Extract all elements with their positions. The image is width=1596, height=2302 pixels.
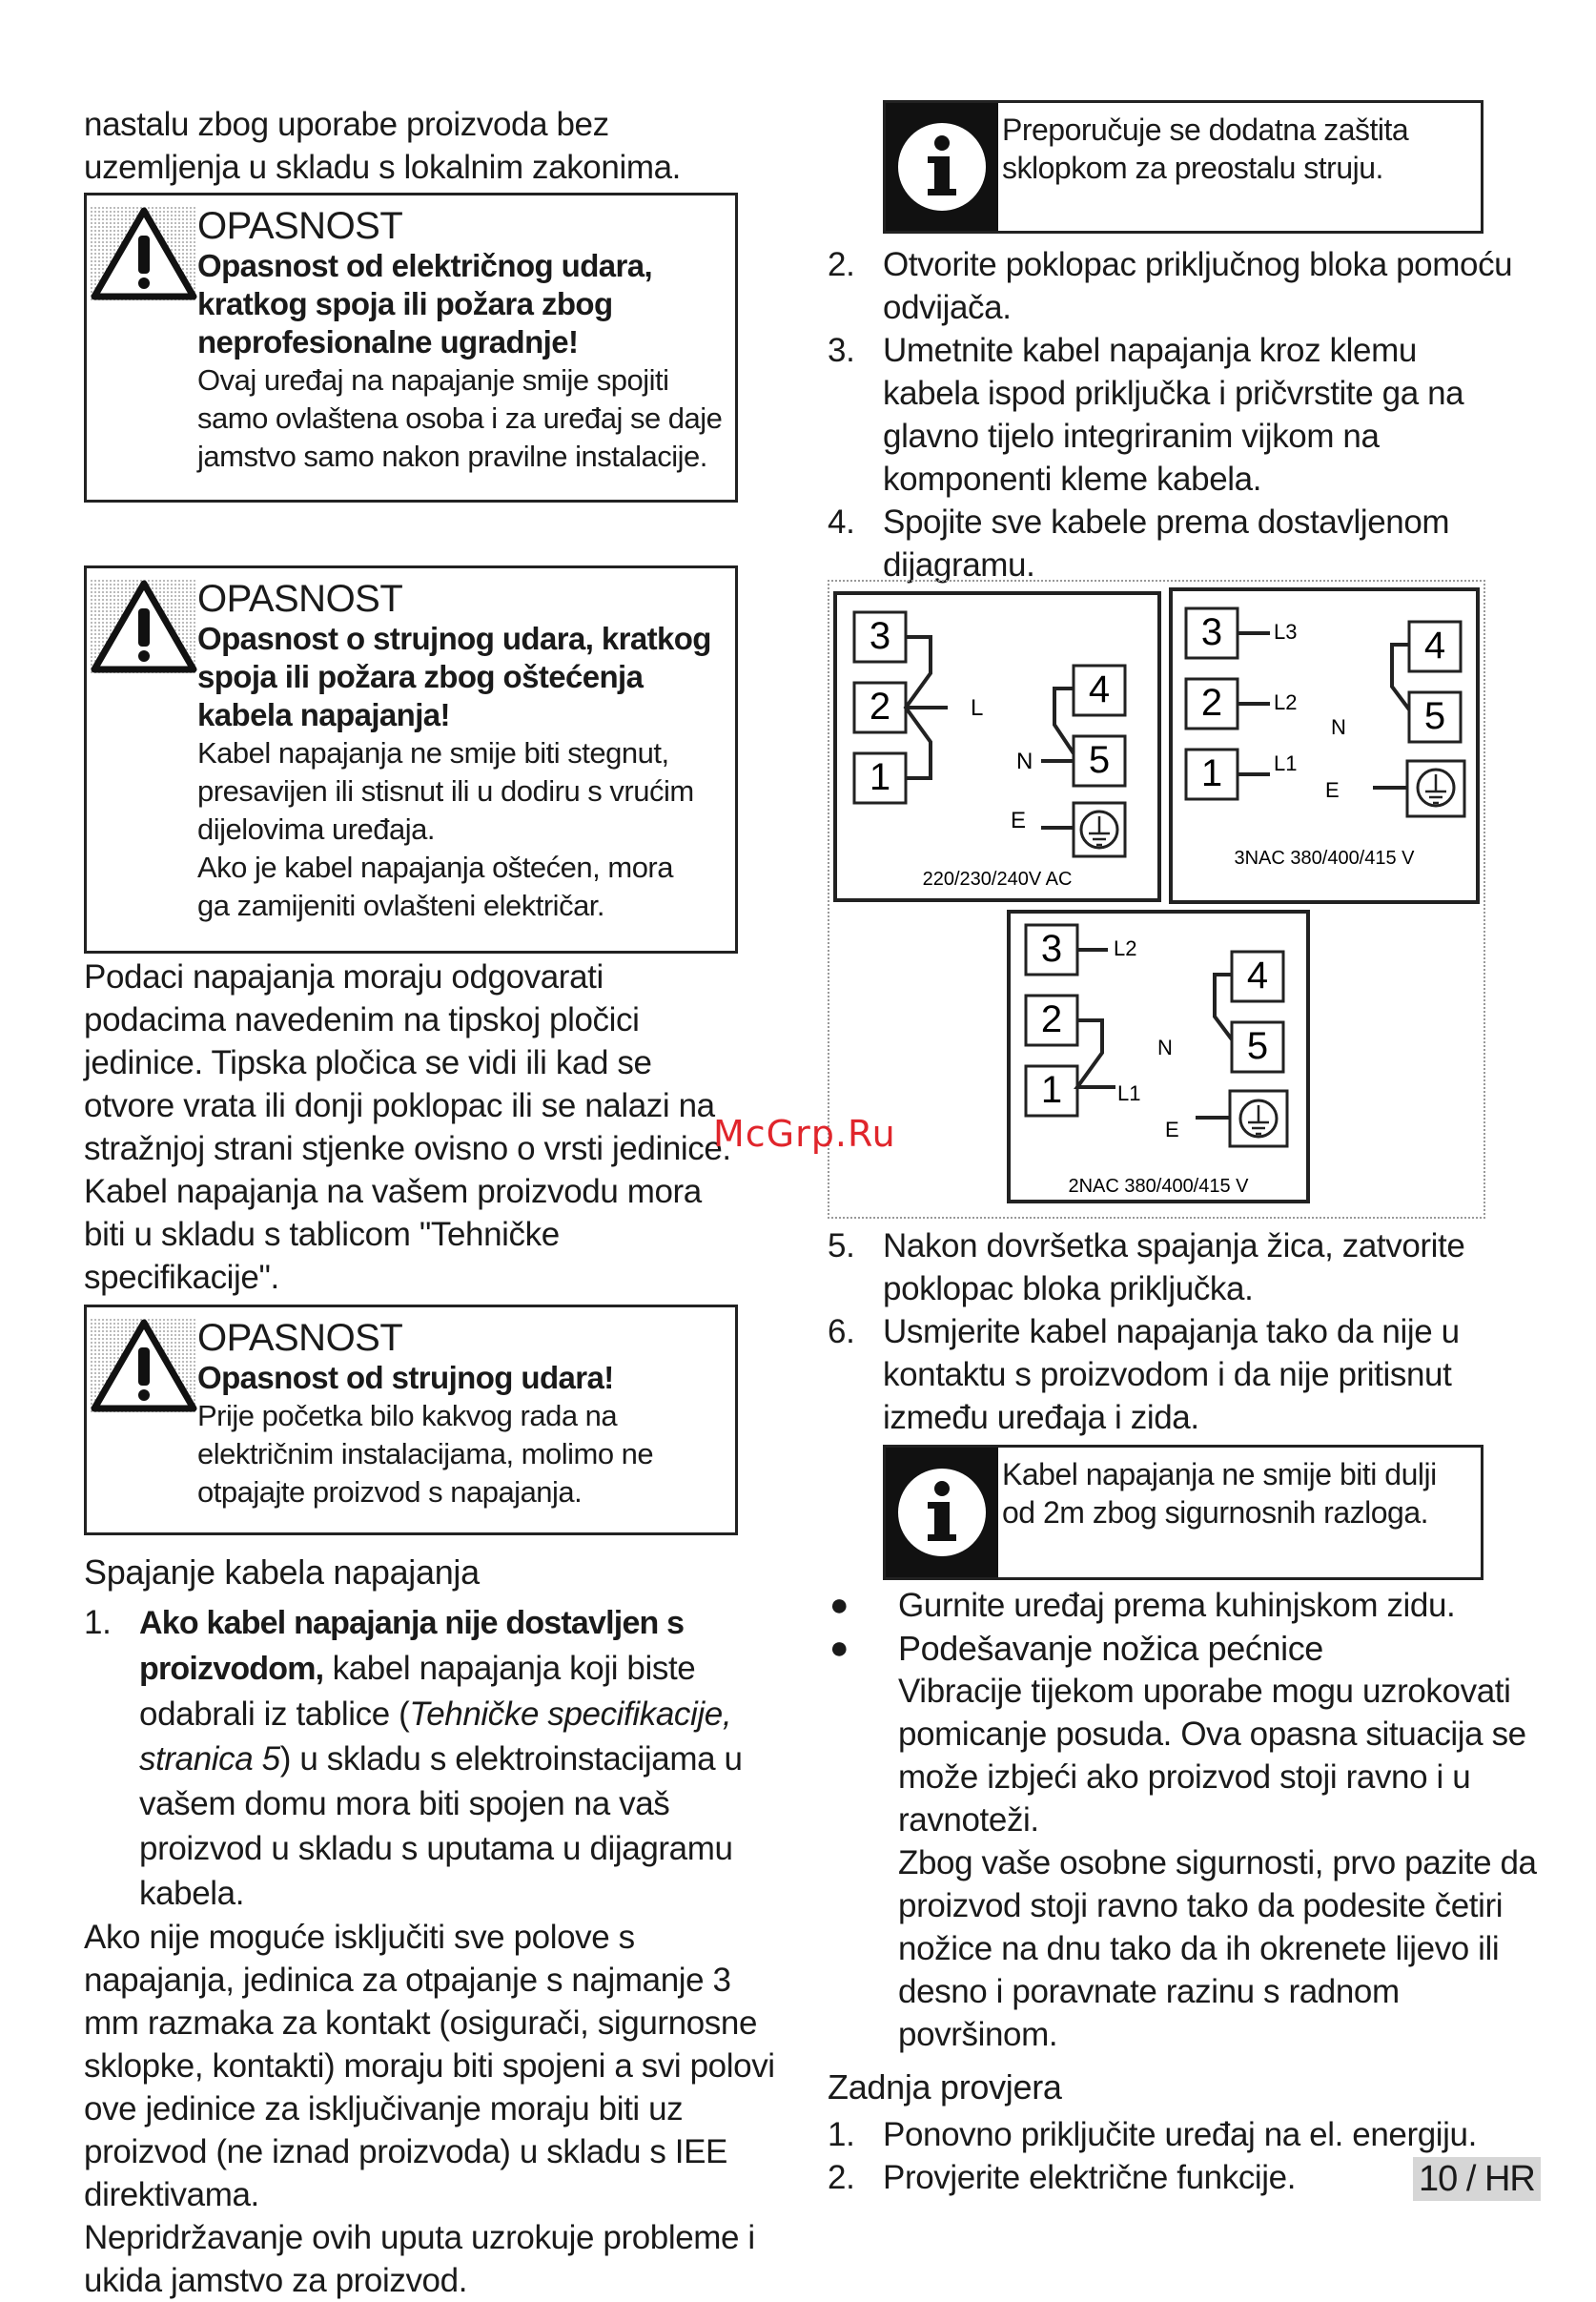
cable-spec-text: Kabel napajanja na vašem proizvodu mora biti u skladu s tablicom "Tehničke specifikacije". xyxy=(84,1173,702,1296)
info-box-1 xyxy=(883,100,1483,234)
info-box-2 xyxy=(883,1445,1483,1580)
wire-label: L2 xyxy=(1274,690,1298,714)
info-icon xyxy=(886,1448,998,1577)
terminal-label: 1 xyxy=(1200,752,1223,794)
wire-label: E xyxy=(1165,1118,1179,1141)
list-item xyxy=(828,1584,1538,1627)
wire-label: E xyxy=(1325,778,1340,802)
terminal-label: 2 xyxy=(1200,682,1223,724)
warning-headline: Opasnost od električnog udara, kratkog spoja ili požara zbog neprofesionalne ugradnje! xyxy=(197,248,653,360)
list-item xyxy=(828,501,1514,586)
install-steps xyxy=(828,243,1514,586)
terminal-label: 1 xyxy=(869,756,891,798)
warning-triangle-icon xyxy=(91,1319,197,1412)
item-text: Spojite sve kabele prema dostavljenom dijagramu. xyxy=(883,504,1450,584)
terminal-label: 5 xyxy=(1423,695,1446,737)
page-number: 10 / HR xyxy=(1413,2157,1541,2201)
item-number: 4. xyxy=(828,504,855,541)
terminal-label: 1 xyxy=(1040,1069,1063,1111)
wire-label: E xyxy=(1011,808,1027,833)
bullet-list xyxy=(828,1584,1538,2056)
list-item xyxy=(828,2156,1514,2199)
connection-steps xyxy=(84,1600,770,1916)
item-text: Usmjerite kabel napajanja tako da nije u kontaktu s proizvodom i da nije pritisnut između uređaja i zida. xyxy=(883,1313,1460,1436)
intro-text: nastalu zbog uporabe proizvoda bez uzemljenja u skladu s lokalnim zakonima. xyxy=(84,106,681,186)
item-text: Provjerite električne funkcije. xyxy=(883,2159,1297,2196)
wire-label: L1 xyxy=(1274,751,1298,775)
info-text: Kabel napajanja ne smije biti dulji od 2m zbog sigurnosnih razloga. xyxy=(1002,1457,1437,1530)
right-column-lower xyxy=(828,1224,1538,2199)
warning-title: OPASNOST xyxy=(197,205,403,247)
isolation-text: Ako nije moguće isključiti sve polove s napajanja, jedinica za otpajanje s najmanje 3 mm razmaka za kontakt (osigurači, sigurnosne sklopke, kontakti) moraju biti spojeni a svi polovi ove jedinice za isključivanje moraju biti uz proizvod (ne iznad proizvoda) u skladu s IEE direktivama. xyxy=(84,1919,775,2213)
diagram-caption: 2NAC 380/400/415 V xyxy=(1068,1176,1249,1197)
warning-box-3 xyxy=(84,1305,738,1535)
bullet-title: Podešavanje nožica pećnice xyxy=(898,1629,1323,1668)
warning-text: Ovaj uređaj na napajanje smije spojiti samo ovlaštena osoba i za uređaj se daje jamstvo samo nakon pravilne instalacije. xyxy=(197,363,723,473)
item-number: 2. xyxy=(828,2159,855,2196)
warning-text: Ako je kabel napajanja oštećen, mora ga zamijeniti ovlašteni električar. xyxy=(197,851,673,922)
right-column xyxy=(828,100,1538,586)
warning-headline: Opasnost o strujnog udara, kratkog spoja ili požara zbog oštećenja kabela napajanja! xyxy=(197,621,711,732)
item-bold: Ako kabel napajanja nije dostavljen s proizvodom, xyxy=(139,1605,685,1687)
warning-triangle-icon xyxy=(91,580,197,673)
warning-text: Kabel napajanja ne smije biti stegnut, presavijen ili stisnut ili u dodiru s vrućim dijelovima uređaja. xyxy=(197,736,694,846)
list-item xyxy=(828,329,1514,501)
item-number: 6. xyxy=(828,1313,855,1350)
wire-label: L3 xyxy=(1274,620,1298,644)
wire-label: N xyxy=(1157,1036,1173,1059)
warning-box-2 xyxy=(84,565,738,954)
list-item xyxy=(828,2113,1514,2156)
warning-text: Prije početka bilo kakvog rada na električnim instalacijama, molimo ne otpajajte proizvod s napajanja. xyxy=(197,1399,654,1509)
terminal-label: 5 xyxy=(1246,1025,1269,1067)
terminal-label: 4 xyxy=(1423,625,1446,667)
item-text: kabel napajanja koji biste odabrali iz tablice ( xyxy=(139,1650,696,1733)
item-number: 3. xyxy=(828,332,855,369)
section-heading: Zadnja provjera xyxy=(828,2067,1062,2107)
item-number: 1. xyxy=(84,1604,112,1641)
terminal-label: 2 xyxy=(869,686,891,728)
item-number: 2. xyxy=(828,246,855,283)
diagram-caption: 220/230/240V AC xyxy=(922,869,1073,890)
item-text: ) u skladu s elektroinstacijama u vašem domu mora biti spojen na vaš proizvod u skladu s uputama u dijagramu kabela. xyxy=(139,1740,743,1912)
terminal-label: 2 xyxy=(1040,998,1063,1040)
wire-label: N xyxy=(1331,715,1346,739)
warning-box-1 xyxy=(84,193,738,503)
terminal-label: 4 xyxy=(1246,955,1269,997)
diagram-two-phase xyxy=(1009,912,1308,1202)
section-heading: Spajanje kabela napajanja xyxy=(84,1552,480,1592)
wire-label: N xyxy=(1016,749,1033,774)
left-column xyxy=(84,103,775,2302)
item-text: Umetnite kabel napajanja kroz klemu kabela ispod priključka i pričvrstite ga na glavno tijelo integriranim vijkom na komponenti kleme kabela. xyxy=(883,332,1464,498)
bullet-text: Gurnite uređaj prema kuhinjskom zidu. xyxy=(898,1587,1456,1624)
diagram-caption: 3NAC 380/400/415 V xyxy=(1234,848,1415,869)
terminal-label: 4 xyxy=(1088,668,1111,710)
warning-title: OPASNOST xyxy=(197,578,403,620)
item-number: 1. xyxy=(828,2116,855,2153)
bullet-icon: ● xyxy=(829,1630,849,1666)
final-check-steps xyxy=(828,2113,1514,2199)
warning-headline: Opasnost od strujnog udara! xyxy=(197,1360,614,1395)
warning-triangle-icon xyxy=(91,207,197,300)
terminal-label: 3 xyxy=(1200,611,1223,653)
terminal-label: 5 xyxy=(1088,739,1111,781)
wiring-diagram xyxy=(828,580,1485,1219)
warranty-text: Nepridržavanje ovih uputa uzrokuje probleme i ukida jamstvo za proizvod. xyxy=(84,2219,755,2299)
warning-title: OPASNOST xyxy=(197,1317,403,1359)
bullet-icon: ● xyxy=(829,1587,849,1623)
bullet-text: Vibracije tijekom uporabe mogu uzrokovati pomicanje posuda. Ova opasna situacija se može izbjeći ako proizvod stoji ravno i u ravnoteži. xyxy=(898,1673,1526,1839)
wire-label: L1 xyxy=(1117,1081,1141,1105)
info-text: Preporučuje se dodatna zaštita sklopkom za preostalu struju. xyxy=(1002,113,1409,185)
info-icon xyxy=(886,103,998,231)
power-data-text: Podaci napajanja moraju odgovarati podacima navedenim na tipskoj pločici jedinice. Tipska pločica se vidi ili kad se otvore vrata ili donji poklopac ili se nalazi na stražnjoj strani stjenke ovisno o vrsti jedinice. xyxy=(84,958,731,1167)
watermark: McGrp.Ru xyxy=(713,1113,896,1155)
list-item xyxy=(84,1600,770,1916)
terminal-label: 3 xyxy=(1040,928,1063,970)
item-text: Nakon dovršetka spajanja žica, zatvorite poklopac bloka priključka. xyxy=(883,1227,1465,1307)
bullet-text: Zbog vaše osobne sigurnosti, prvo pazite da proizvod stoji ravno tako da podesite četiri nožice na dnu tako da ih okrenete lijevo ili desno i poravnate razinu s radnom površinom. xyxy=(898,1844,1537,2053)
diagram-three-phase xyxy=(1171,589,1478,902)
item-text: Otvorite poklopac priključnog bloka pomoću odvijača. xyxy=(883,246,1513,326)
item-number: 5. xyxy=(828,1227,855,1264)
list-item xyxy=(828,1627,1538,2056)
list-item xyxy=(828,1224,1514,1310)
wire-label: L2 xyxy=(1114,936,1137,960)
item-italic: Tehničke specifikacije, stranica 5 xyxy=(139,1696,732,1778)
diagram-single-phase xyxy=(835,593,1159,900)
terminal-label: 3 xyxy=(869,615,891,657)
list-item xyxy=(828,243,1514,329)
install-steps-continued xyxy=(828,1224,1514,1439)
list-item xyxy=(828,1310,1514,1439)
item-text: Ponovno priključite uređaj na el. energiju. xyxy=(883,2116,1477,2153)
wire-label: L xyxy=(971,695,984,721)
